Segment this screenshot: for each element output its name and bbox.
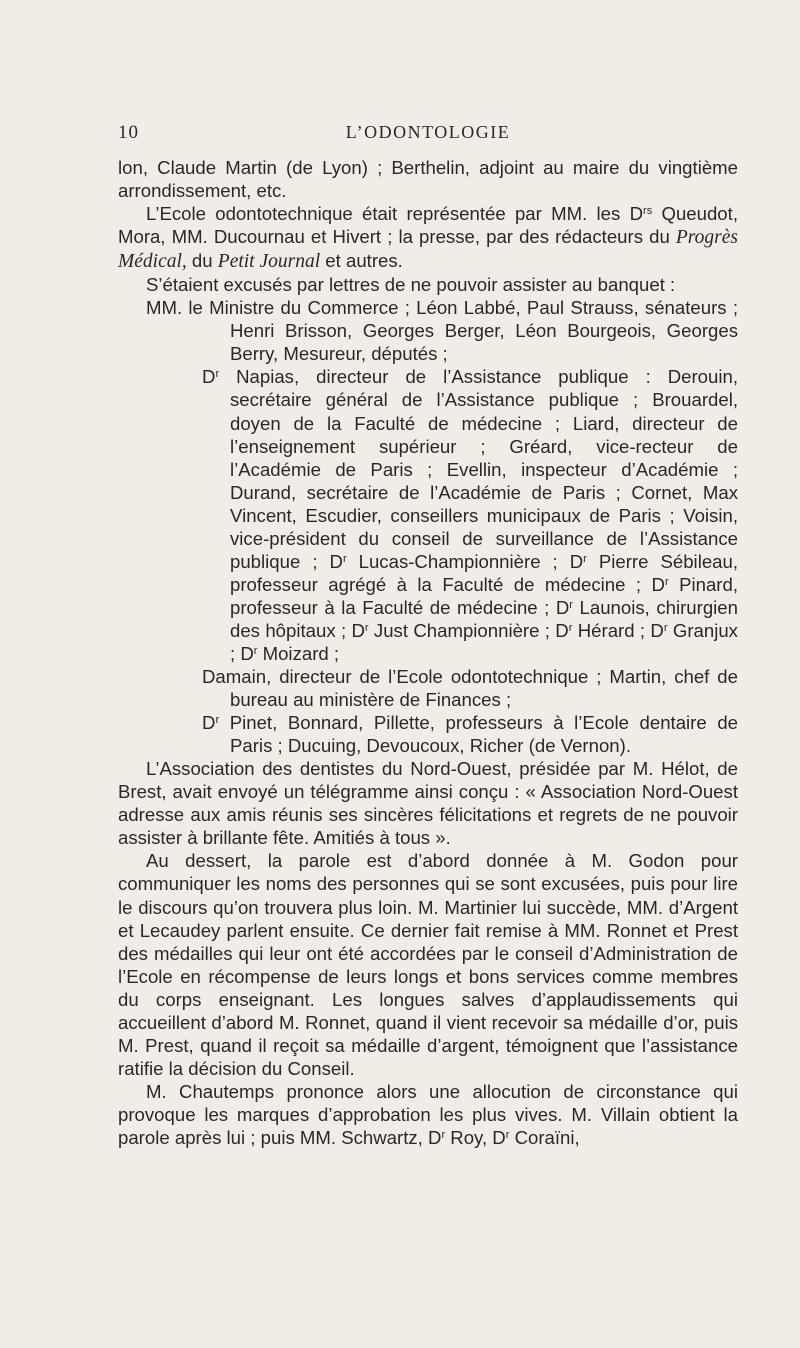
paragraph-chautemps: M. Chautemps prononce alors une allocution de circonstance qui provoque les marques d’approbation les plus vives. M. Villain obtient la parole après lui ; puis MM. Schwartz, $D^r$ Roy, $D^r$ Coraïni, [118, 1080, 738, 1148]
paragraph-dessert: Au dessert, la parole est d’abord donnée à M. Godon pour communiquer les noms des personnes qui se sont excusées, puis pour lire le discours qu’on trouvera plus loin. M. Martinier lui succède, MM. d’Argent et Lecaudey parlent ensuite. Ce dernier fait remise à MM. Ronnet et Prest des médailles qui leur ont été accordées par le conseil d’Administration de l’Ecole en récompense de leurs longs et bons services comme membres du corps enseignant. Les longues salves d’applaudissements qui accueillent d’abord M. Ronnet, quand il vient recevoir sa médaille d’or, puis M. Prest, quand il reçoit sa médaille d’argent, témoignent que l’assistance ratifie la décision du Conseil. [118, 850, 738, 1079]
paragraph-continuation: lon, Claude Martin (de Lyon) ; Berthelin, adjoint au maire du vingtième arrondissement, etc. [118, 157, 738, 202]
paragraph-excuses: S’étaient excusés par lettres de ne pouvoir assister au banquet : [146, 274, 676, 296]
page-header [118, 122, 738, 150]
paragraph-association-nord-ouest: L’Association des dentistes du Nord-Ouest, présidée par M. Hélot, de Brest, avait envoyé un télégramme ainsi conçu : « Association Nord-Ouest adresse aux amis réunis ses sincères félicitations et regrets de ne pouvoir assister à brillante fête. Amitiés à tous ». [118, 758, 738, 849]
paragraph-ecole-odontotechnique: L’Ecole odontotechnique était représentée par MM. les $D^{rs}$ Queudot, Mora, MM. Ducournau et Hivert ; la presse, par des rédacteurs du Progrès Médical, du Petit Journal et autres. [118, 203, 738, 273]
list-item-damain: Damain, directeur de l’Ecole odontotechnique ; Martin, chef de bureau au ministère de Finances ; [202, 666, 738, 711]
list-item-ecole-dentaire: $D^r$ Pinet, Bonnard, Pillette, professeurs à l’Ecole dentaire de Paris ; Ducuing, Devoucoux, Richer (de Vernon). [202, 712, 738, 757]
page-number: 10 [118, 122, 139, 143]
list-item-ministres: MM. le Ministre du Commerce ; Léon Labbé, Paul Strauss, sénateurs ; Henri Brisson, Georges Berger, Léon Bourgeois, Georges Berry, Mesureur, députés ; [146, 297, 738, 365]
running-title: L’ODONTOLOGIE [345, 122, 511, 142]
list-item-docteurs: $D^r$ Napias, directeur de l’Assistance publique : Derouin, secrétaire général de l’Assistance publique ; Brouardel, doyen de la Faculté de médecine ; Liard, directeur de l’enseignement supérieur ; Gréard, vice-recteur de l’Académie de Paris ; Evellin, inspecteur d’Académie ; Durand, secrétaire de l’Académie de Paris ; Cornet, Max Vincent, Escudier, conseillers municipaux de Paris ; Voisin, vice-président du conseil de surveillance de l’Assistance publique ; $D^r$ Lucas-Championnière ; $D^r$ Pierre Sébileau, professeur agrégé à la Faculté de médecine ; $D^r$ Pinard, professeur à la Faculté de médecine ; $D^r$ Launois, chirurgien des hôpitaux ; $D^r$ Just Championnière ; $D^r$ Hérard ; $D^r$ Granjux ; $D^r$ Moizard ; [202, 366, 739, 664]
body-text [118, 156, 738, 1149]
